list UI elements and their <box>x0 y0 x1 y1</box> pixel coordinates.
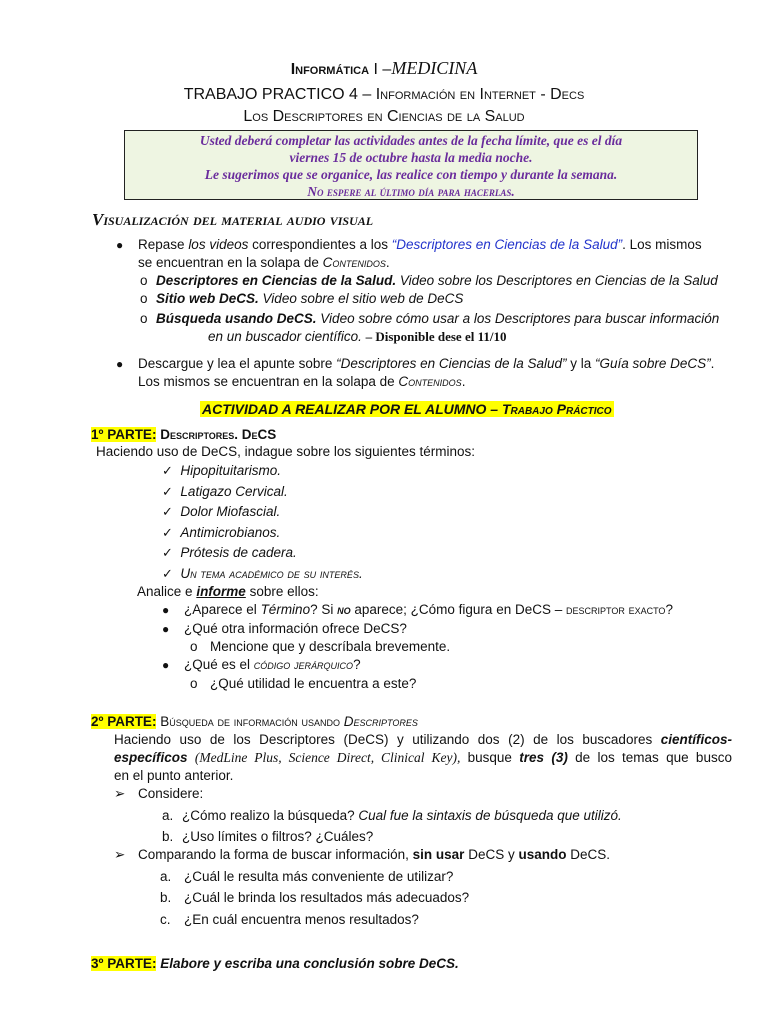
text: correspondientes a los <box>252 237 388 252</box>
text: Búsqueda usando DeCS. <box>156 311 317 326</box>
notice-line: viernes 15 de octubre hasta la media noche. <box>289 150 533 165</box>
text: Contenidos <box>398 374 462 389</box>
text: científicos- <box>660 732 732 747</box>
text: descriptor exacto <box>566 602 666 617</box>
bullet-icon: ● <box>162 658 170 672</box>
list-letter: a. <box>160 869 172 884</box>
term-item <box>162 565 363 586</box>
text: ? Si <box>310 602 334 617</box>
bullet-review-videos-line2 <box>138 254 390 272</box>
text: Cual fue la sintaxis de búsqueda que utilizó. <box>358 808 622 823</box>
compare-item-a: ¿Cuál le resulta más conveniente de utilizar? <box>184 869 454 884</box>
title-informatica: Informática <box>290 61 370 78</box>
text: busque <box>467 750 512 765</box>
part3-heading <box>91 955 459 973</box>
text: Video sobre los Descriptores en Ciencias de la Salud <box>399 273 718 288</box>
sub-bullet-icon: o <box>190 639 198 654</box>
notice-line: No espere al último día para hacerlas. <box>307 184 515 199</box>
text: Sitio web DeCS. <box>156 291 259 306</box>
doc-title-line2 <box>0 86 768 104</box>
part2-para-line1 <box>114 731 732 749</box>
video-item-descriptores <box>156 272 718 290</box>
text: Video sobre cómo usar a los Descriptores para buscar información <box>320 311 720 326</box>
text: ? <box>665 602 673 617</box>
part-title: Búsqueda de información usando <box>160 714 340 729</box>
bullet-icon: ● <box>162 622 170 636</box>
doc-subtitle: Los Descriptores en Ciencias de la Salud <box>243 108 525 125</box>
text: ? <box>353 657 361 672</box>
text: ¿Aparece el <box>184 602 257 617</box>
term-text: Latigazo Cervical. <box>180 483 288 499</box>
text: Analice e <box>137 584 193 599</box>
section-title-visualizacion: Visualización del material audio visual <box>92 210 374 229</box>
check-icon: ✓ <box>162 524 173 540</box>
text: DeCS y <box>468 847 515 862</box>
text: “Descriptores en Ciencias de la Salud” <box>336 356 567 371</box>
compare-item-b: ¿Cuál le brinda los resultados más adecuados? <box>184 890 470 905</box>
question-info-sub: Mencione que y descríbala brevemente. <box>210 639 451 654</box>
title-medicina: MEDICINA <box>391 58 478 78</box>
text: se encuentran en la solapa de <box>138 255 319 270</box>
text: usando <box>518 847 567 862</box>
text: código jerárquico <box>253 657 354 672</box>
text: Descriptores en Ciencias de la Salud. <box>156 273 397 288</box>
text: no <box>337 602 351 617</box>
text: Video sobre el sitio web de DeCS <box>262 291 464 306</box>
activity-title <box>200 401 614 417</box>
sub-bullet-icon: o <box>190 676 198 691</box>
analyze-instruction <box>137 583 319 601</box>
bullet-icon: ● <box>162 603 170 617</box>
part-title: Descriptores. DeCS <box>160 427 277 442</box>
text: aparece; ¿Cómo figura en DeCS – <box>354 602 563 617</box>
check-icon: ✓ <box>162 565 173 581</box>
text: ¿Qué es el <box>184 657 251 672</box>
question-codigo <box>184 656 361 674</box>
title-separator: I – <box>373 61 392 78</box>
term-text: Prótesis de cadera. <box>180 545 297 560</box>
sub-bullet-icon: o <box>140 291 148 306</box>
term-text: Hipopituitarismo. <box>180 463 281 478</box>
bullet-review-videos <box>138 236 702 254</box>
check-icon: ✓ <box>162 483 173 499</box>
arrow-icon: ➢ <box>114 847 126 862</box>
consider-label: Considere: <box>138 786 204 801</box>
text: (MedLine Plus, Science Direct, Clinical Key), <box>194 750 461 765</box>
arrow-icon: ➢ <box>114 786 126 801</box>
list-letter: b. <box>162 829 174 844</box>
part-label: 2º PARTE: <box>91 714 157 729</box>
text: . Los mismos <box>622 237 702 252</box>
text: ¿Cómo realizo la búsqueda? <box>182 808 355 823</box>
text: . <box>385 255 390 270</box>
part1-heading <box>91 426 276 444</box>
consider-item-a <box>182 807 622 825</box>
check-icon: ✓ <box>162 463 173 478</box>
sub-bullet-icon: o <box>140 311 148 326</box>
part2-heading <box>91 713 418 731</box>
part-title: Descriptores <box>343 714 418 729</box>
text: tres (3) <box>519 750 568 765</box>
term-text: Antimicrobianos. <box>180 524 281 540</box>
check-icon: ✓ <box>162 545 173 560</box>
text: Los mismos se encuentran en la solapa de <box>138 374 395 389</box>
part2-para-line2 <box>114 749 732 767</box>
notice-line: Le sugerimos que se organice, las realice con tiempo y durante la semana. <box>204 167 618 182</box>
check-icon: ✓ <box>162 504 173 519</box>
term-item <box>162 524 363 545</box>
text: “Guía sobre DeCS” <box>595 356 711 371</box>
text: sin usar <box>412 847 465 862</box>
text: Repase <box>138 237 185 252</box>
deadline-notice <box>124 130 698 200</box>
term-item <box>162 544 363 565</box>
list-letter: b. <box>160 890 172 905</box>
list-letter: c. <box>160 912 171 927</box>
compare-instruction <box>138 846 610 864</box>
notice-line: Usted deberá completar las actividades antes de la fecha límite, que es el día <box>199 133 623 148</box>
text: Trabajo Práctico <box>501 401 612 417</box>
text: en un buscador científico. <box>208 329 362 344</box>
term-item <box>162 483 363 504</box>
term-text: Dolor Miofascial. <box>180 504 281 519</box>
doc-title-line1 <box>0 58 768 79</box>
bullet-icon: ● <box>116 238 124 252</box>
term-list <box>162 462 363 585</box>
list-letter: a. <box>162 808 174 823</box>
part2-para-line3: en el punto anterior. <box>114 768 234 783</box>
text: informe <box>196 584 246 599</box>
part-text: Elabore y escriba una conclusión sobre DeCS. <box>160 956 459 971</box>
title-topic: Información en Internet - Decs <box>375 86 585 103</box>
text: Haciendo uso de los Descriptores (DeCS) y utilizando dos (2) de los buscadores <box>114 732 653 747</box>
sub-bullet-icon: o <box>140 273 148 288</box>
bullet-icon: ● <box>116 357 124 371</box>
video-item-busqueda <box>156 310 719 328</box>
text: Término <box>260 602 311 617</box>
text: Descargue y lea el apunte sobre <box>138 356 333 371</box>
text: DeCS. <box>570 847 611 862</box>
part1-intro: Haciendo uso de DeCS, indague sobre los siguientes términos: <box>96 444 475 459</box>
question-info: ¿Qué otra información ofrece DeCS? <box>184 621 407 636</box>
question-termino <box>184 601 673 619</box>
text: de los temas que busco <box>575 750 732 765</box>
text: . <box>710 356 715 371</box>
text: Contenidos <box>322 255 386 270</box>
text: específicos <box>114 750 188 765</box>
text: los videos <box>188 237 249 252</box>
text: ACTIVIDAD A REALIZAR POR EL ALUMNO – <box>202 401 499 417</box>
text: y la <box>570 356 592 371</box>
text: “Descriptores en Ciencias de la Salud” <box>391 237 623 252</box>
consider-item-b: ¿Uso límites o filtros? ¿Cuáles? <box>182 829 374 844</box>
availability-note: – Disponible dese el 11/10 <box>365 329 507 344</box>
term-item <box>162 462 363 483</box>
question-codigo-sub: ¿Qué utilidad le encuentra a este? <box>210 676 417 691</box>
compare-item-c: ¿En cuál encuentra menos resultados? <box>184 912 419 927</box>
video-item-busqueda-line2 <box>208 328 506 346</box>
term-text: Un tema académico de su interés. <box>180 565 363 581</box>
part-label: 3º PARTE: <box>91 956 157 971</box>
bullet-download <box>138 355 714 373</box>
term-item <box>162 503 363 524</box>
part-label: 1º PARTE: <box>91 427 157 442</box>
title-tp: TRABAJO PRACTICO 4 – <box>183 86 372 103</box>
text: Comparando la forma de buscar información, <box>138 847 409 862</box>
bullet-download-line2 <box>138 373 465 391</box>
text: sobre ellos: <box>249 584 319 599</box>
text: . <box>461 374 466 389</box>
video-item-sitio-web <box>156 290 463 308</box>
